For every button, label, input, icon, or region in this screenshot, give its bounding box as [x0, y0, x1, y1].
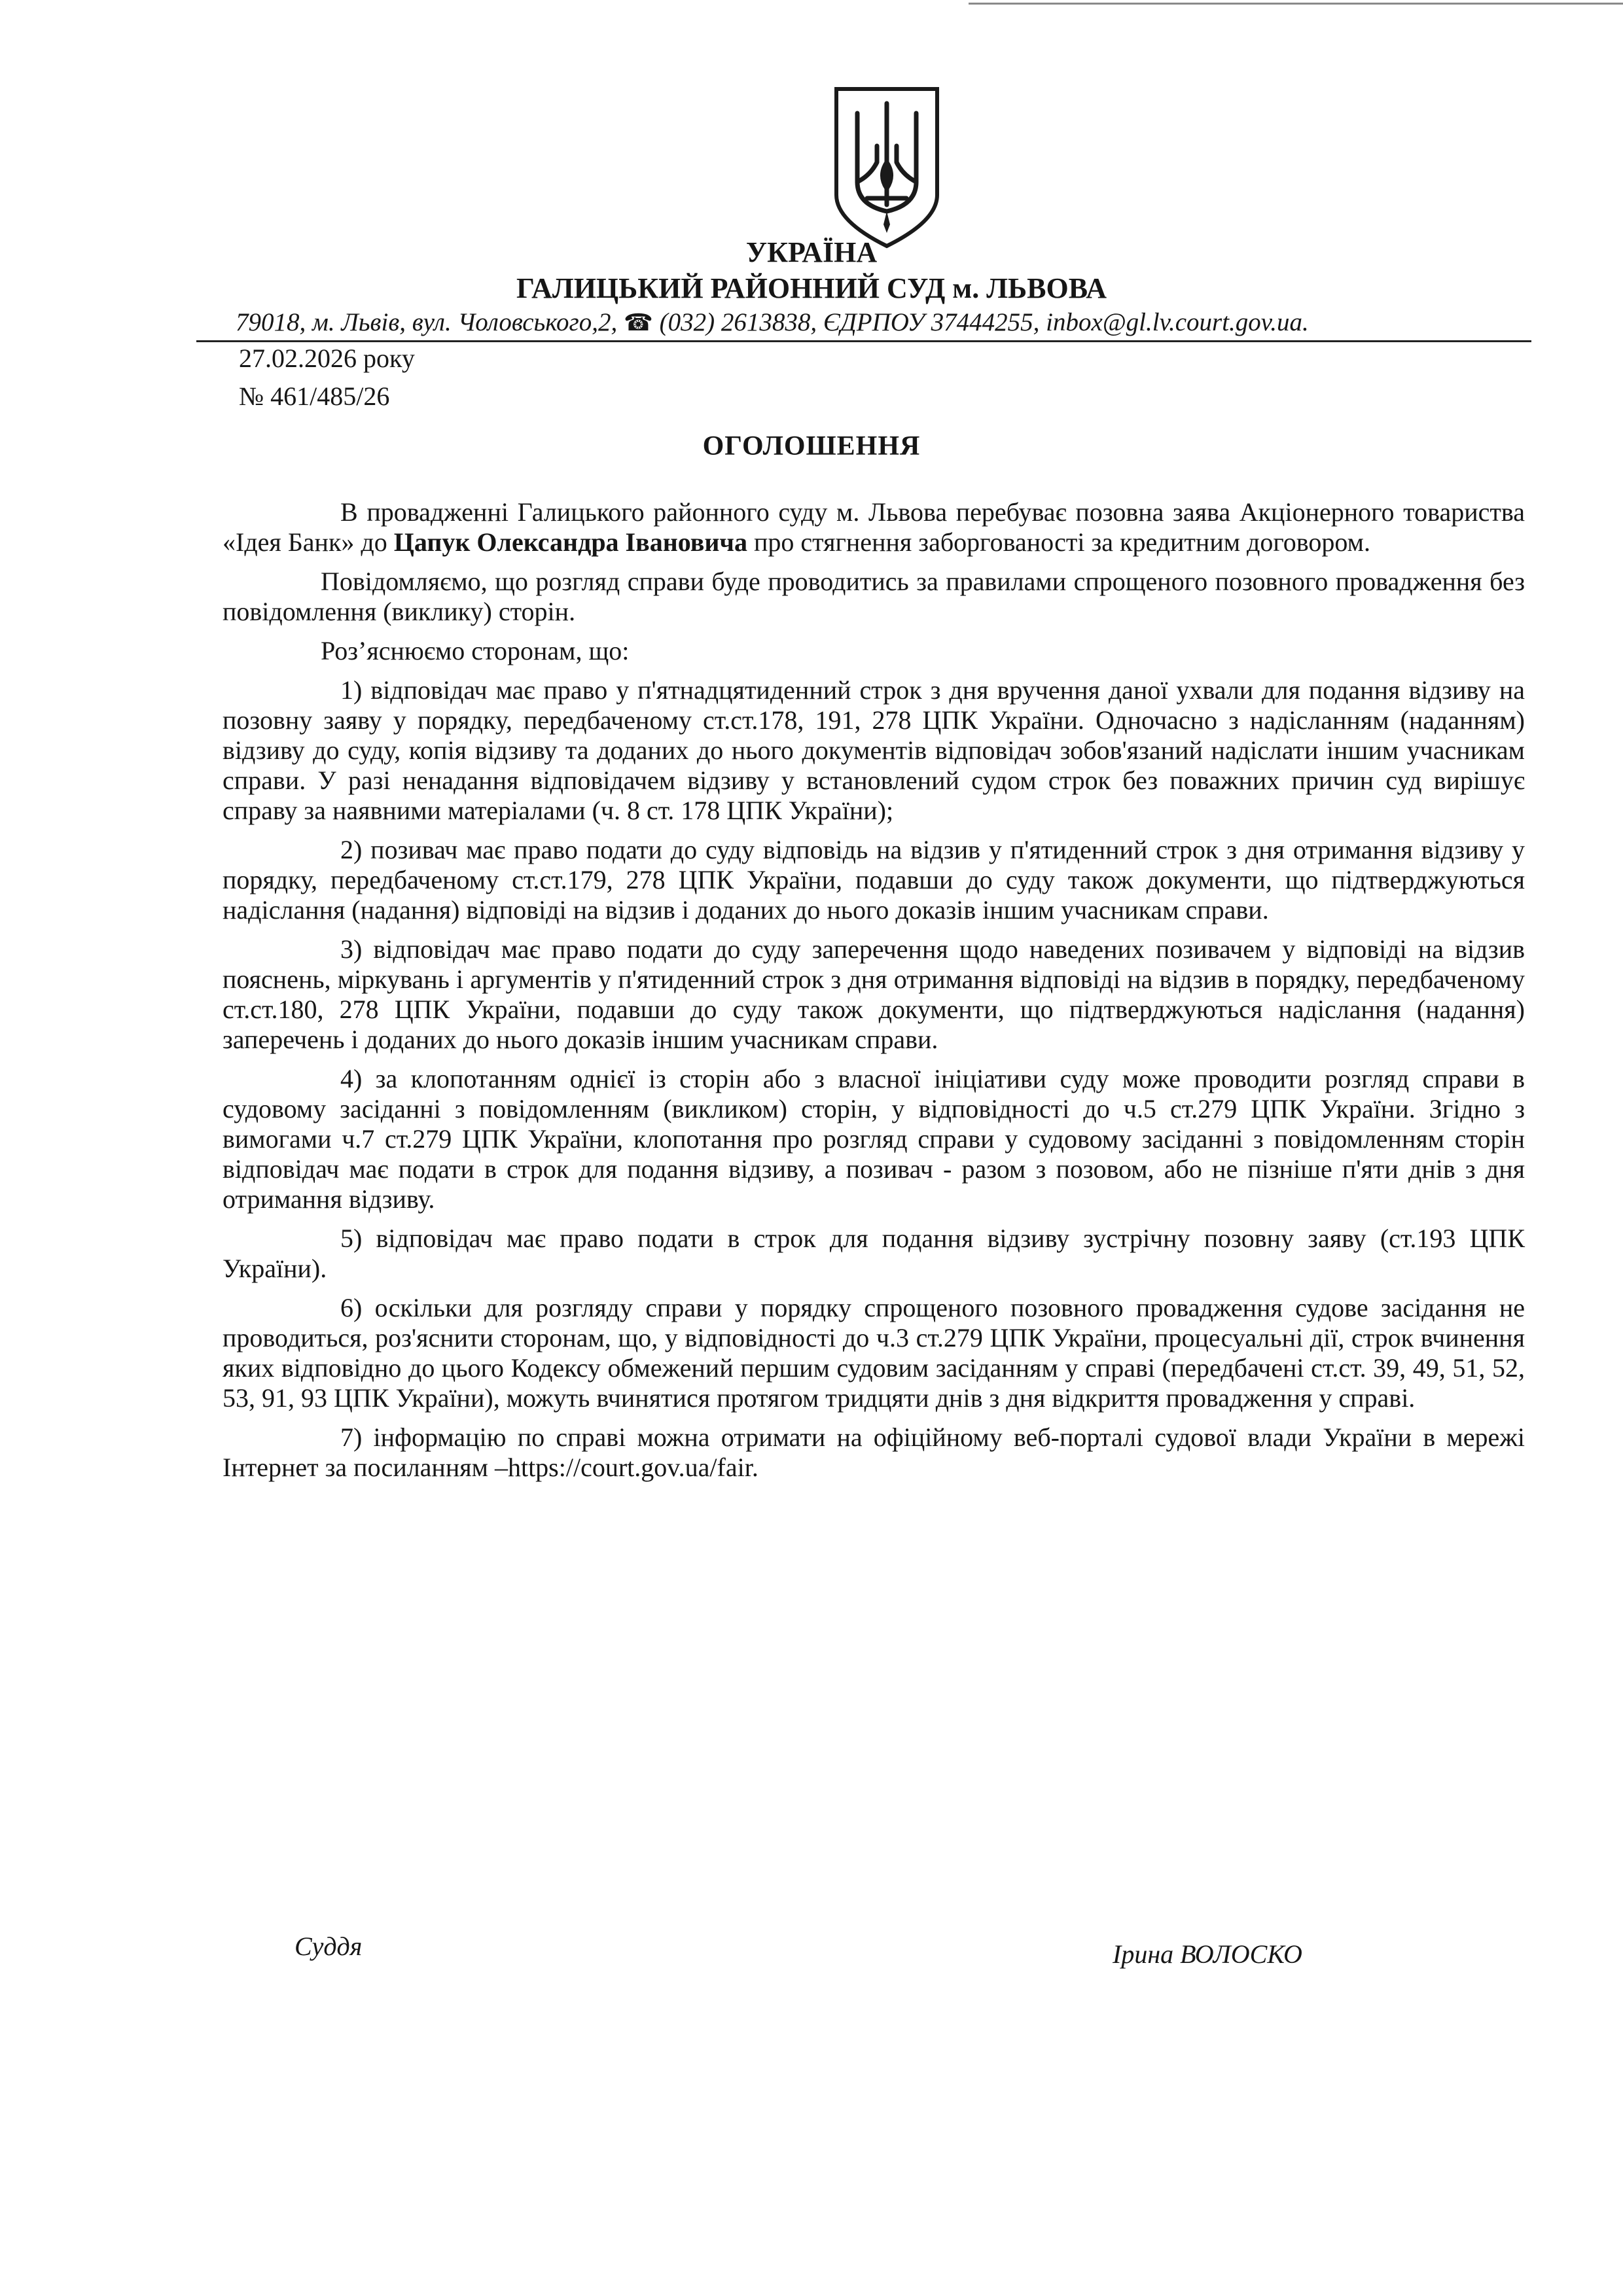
court-name: ГАЛИЦЬКИЙ РАЙОННИЙ СУД м. ЛЬВОВА [516, 272, 1107, 304]
country-title: УКРАЇНА [745, 236, 878, 268]
list-item: 6) оскільки для розгляду справи у порядку спрощеного позовного провадження судове засідання не проводиться, роз'яснити сторонам, що, у відповідності до ч.3 ст.279 ЦПК України, процесуальні дії, строк вчинення яких відповідно до цього Кодексу обмежений першим судовим засіданням у справі (передбачені ст.ст. 39, 49, 51, 52, 53, 91, 93 ЦПК України), можуть вчинятися протягом тридцяти днів з дня відкриття провадження у справі. [223, 1293, 1525, 1413]
list-item: 7) інформацію по справі можна отримати на офіційному веб-порталі судової влади України в мережі Інтернет за посиланням –https://court.gov.ua/fair. [223, 1422, 1525, 1482]
scan-edge-line [969, 3, 1623, 5]
announcement-body [223, 497, 1525, 1492]
document-title: ОГОЛОШЕННЯ [702, 431, 921, 461]
trident-coat-of-arms-icon [831, 84, 942, 251]
signature-name: Ірина ВОЛОСКО [1113, 1939, 1302, 1969]
list-item: 5) відповідач має право подати в строк для подання відзиву зустрічну позовну заяву (ст.193 ЦПК України). [223, 1224, 1525, 1283]
intro-text: В провадженні Галицького районного суду м. Львова перебуває позовна заява Акціонерного товариства «Ідея Банк» до [223, 497, 1525, 557]
list-item: 4) за клопотанням однієї із сторін або з власної ініціативи суду може проводити розгляд справи в судовому засіданні з повідомленням (викликом) сторін, у відповідності до ч.5 ст.279 ЦПК України. Згідно з вимогами ч.7 ст.279 ЦПК України, клопотання про розгляд справи у судовому засіданні з повідомленням сторін відповідач має подати в строк для подання відзиву, а позивач - разом з позовом, або не пізніше п'яти днів з дня отримання відзиву. [223, 1064, 1525, 1214]
case-number: № 461/485/26 [239, 381, 390, 411]
list-item: 3) відповідач має право подати до суду заперечення щодо наведених позивачем у відповіді на відзив пояснень, міркувань і аргументів у п'ятиденний строк з дня отримання відповіді на відзив в порядку, передбаченому ст.ст.180, 278 ЦПК України, подавши до суду також документи, що підтверджуються надіслання (надання) заперечень і доданих до нього доказів іншим учасникам справи. [223, 934, 1525, 1054]
paragraph-procedure: Повідомляємо, що розгляд справи буде проводитись за правилами спрощеного позовного провадження без повідомлення (виклику) сторін. [223, 567, 1525, 626]
address-street: 79018, м. Львів, вул. Чоловського,2, [236, 308, 624, 336]
signature-title: Суддя [294, 1932, 363, 1961]
phone-icon: ☎ [624, 309, 653, 336]
court-address [236, 306, 1518, 339]
paragraph-intro [223, 497, 1525, 557]
address-contacts: (032) 2613838, ЄДРПОУ 37444255, inbox@gl.lv.court.gov.ua. [652, 308, 1309, 336]
list-item: 2) позивач має право подати до суду відповідь на відзив у п'ятиденний строк з дня отримання відзиву у порядку, передбаченому ст.ст.179, 278 ЦПК України, подавши до суду також документи, що підтверджуються надіслання (надання) відповіді на відзив і доданих до нього доказів іншим учасникам справи. [223, 835, 1525, 925]
document-date: 27.02.2026 року [239, 344, 415, 373]
intro-text-end: про стягнення заборгованості за кредитним договором. [747, 527, 1370, 557]
paragraph-explanation: Роз’яснюємо сторонам, що: [321, 636, 630, 665]
defendant-name: Цапук Олександра Івановича [393, 527, 747, 557]
list-item: 1) відповідач має право у п'ятнадцятиденний строк з дня вручення даної ухвали для подання відзиву на позовну заяву у порядку, передбаченому ст.ст.178, 191, 278 ЦПК України. Одночасно з надісланням (наданням) відзиву до суду, копія відзиву та доданих до нього документів відповідач зобов'язаний надіслати іншим учасникам справи. У разі ненадання відповідачем відзиву у встановлений судом строк без поважних причин суд вирішує справу за наявними матеріалами (ч. 8 ст. 178 ЦПК України); [223, 675, 1525, 825]
